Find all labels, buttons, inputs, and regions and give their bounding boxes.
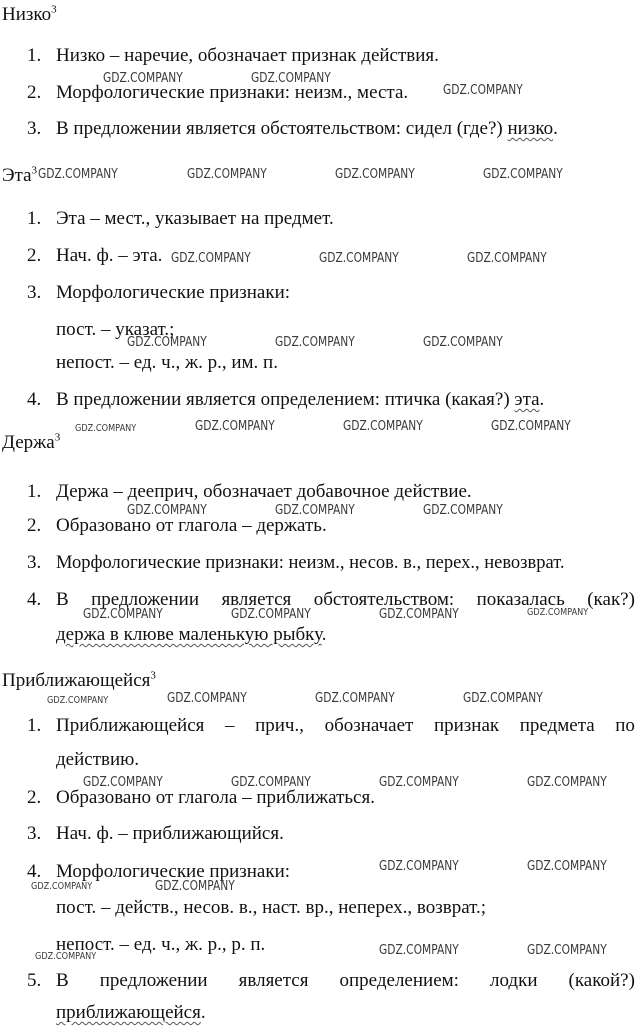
item-number: 1. xyxy=(27,208,42,229)
item-number: 2. xyxy=(27,245,42,266)
section-title-priblizhayushcheysya: Приближающейся$^3$ xyxy=(2,669,156,691)
list-item-text: Эта – мест., указывает на предмет. xyxy=(56,208,334,229)
item-number: 3. xyxy=(27,118,42,139)
sub-line-constant: пост. – действ., несов. в., наст. вр., неперех., возврат.; xyxy=(56,897,487,918)
watermark: GDZ.COMPANY xyxy=(527,943,607,958)
section-title-eta: Эта$^3$ xyxy=(2,164,38,186)
item-number: 4. xyxy=(27,389,42,410)
watermark: GDZ.COMPANY xyxy=(103,71,183,86)
item-number: 2. xyxy=(27,515,42,536)
watermark: GDZ.COMPANY xyxy=(467,251,547,266)
list-item-text: Морфологические признаки: xyxy=(56,282,291,303)
item-number: 3. xyxy=(27,282,42,303)
item-number: 4. xyxy=(27,861,42,882)
watermark: GDZ.COMPANY xyxy=(195,419,275,434)
watermark: GDZ.COMPANY xyxy=(379,859,459,874)
watermark: GDZ.COMPANY xyxy=(83,775,163,790)
watermark: GDZ.COMPANY xyxy=(187,167,267,182)
list-item-text: Низко – наречие, обозначает признак действия. xyxy=(56,45,439,66)
watermark: GDZ.COMPANY xyxy=(75,423,137,434)
watermark: GDZ.COMPANY xyxy=(527,859,607,874)
list-item-continuation: действию. xyxy=(56,749,140,770)
list-item-justified: В предложении является определением: лодки (какой?) xyxy=(56,970,635,991)
list-item-justified: Приближающейся – прич., обозначает признак предмета по xyxy=(56,715,635,736)
watermark: GDZ.COMPANY xyxy=(31,881,93,892)
watermark: GDZ.COMPANY xyxy=(423,503,503,518)
list-item-continuation: держа в клюве маленькую рыбку. xyxy=(56,624,327,645)
watermark: GDZ.COMPANY xyxy=(155,879,235,894)
list-item-continuation: приближающейся. xyxy=(56,1002,206,1023)
underlined-word: эта xyxy=(514,389,540,410)
watermark: GDZ.COMPANY xyxy=(379,775,459,790)
list-item-text: Морфологические признаки: xyxy=(56,861,291,882)
list-item-text: Нач. ф. – эта. xyxy=(56,245,163,266)
item-number: 1. xyxy=(27,481,42,502)
watermark: GDZ.COMPANY xyxy=(127,503,207,518)
item-number: 1. xyxy=(27,45,42,66)
item-number: 4. xyxy=(27,589,42,610)
list-item-text: Нач. ф. – приближающийся. xyxy=(56,823,284,844)
item-number: 3. xyxy=(27,552,42,573)
watermark: GDZ.COMPANY xyxy=(231,775,311,790)
watermark: GDZ.COMPANY xyxy=(167,691,247,706)
watermark: GDZ.COMPANY xyxy=(231,607,311,622)
watermark: GDZ.COMPANY xyxy=(275,503,355,518)
watermark: GDZ.COMPANY xyxy=(379,607,459,622)
watermark: GDZ.COMPANY xyxy=(483,167,563,182)
list-item-text: Образовано от глагола – держать. xyxy=(56,515,327,536)
item-number: 1. xyxy=(27,715,42,736)
watermark: GDZ.COMPANY xyxy=(47,695,109,706)
sub-line-variable: непост. – ед. ч., ж. р., р. п. xyxy=(56,934,266,955)
list-item-text: Морфологические признаки: неизм., места. xyxy=(56,82,409,103)
watermark: GDZ.COMPANY xyxy=(527,775,607,790)
underlined-word: низко xyxy=(507,118,554,139)
watermark: GDZ.COMPANY xyxy=(379,943,459,958)
item-number: 3. xyxy=(27,823,42,844)
section-title-derzha: Держа$^3$ xyxy=(2,431,61,453)
list-item-text: В предложении является обстоятельством: сидел (где?) низко. xyxy=(56,118,558,139)
watermark: GDZ.COMPANY xyxy=(335,167,415,182)
underlined-phrase: держа в клюве маленькую рыбку xyxy=(56,624,322,645)
watermark: GDZ.COMPANY xyxy=(38,167,118,182)
section-title-nizko: Низко$^3$ xyxy=(2,3,57,25)
underlined-word: приближающейся xyxy=(56,1002,201,1023)
watermark: GDZ.COMPANY xyxy=(35,951,97,962)
list-item-text: Держа – дееприч, обозначает добавочное действие. xyxy=(56,481,472,502)
watermark: GDZ.COMPANY xyxy=(443,83,523,98)
list-item-text: Морфологические признаки: неизм., несов. в., перех., невозврат. xyxy=(56,553,565,573)
sub-line-constant: пост. – указат.; xyxy=(56,319,175,340)
item-number: 5. xyxy=(27,970,42,991)
watermark: GDZ.COMPANY xyxy=(423,335,503,350)
watermark: GDZ.COMPANY xyxy=(251,71,331,86)
list-item-justified: В предложении является обстоятельством: показалась (как?) xyxy=(56,589,635,610)
watermark: GDZ.COMPANY xyxy=(315,691,395,706)
list-item-text: Образовано от глагола – приближаться. xyxy=(56,787,375,808)
watermark: GDZ.COMPANY xyxy=(171,251,251,266)
watermark: GDZ.COMPANY xyxy=(527,607,589,618)
watermark: GDZ.COMPANY xyxy=(491,419,571,434)
item-number: 2. xyxy=(27,787,42,808)
watermark: GDZ.COMPANY xyxy=(343,419,423,434)
watermark: GDZ.COMPANY xyxy=(275,335,355,350)
list-item-text: В предложении является определением: птичка (какая?) эта. xyxy=(56,389,545,410)
watermark: GDZ.COMPANY xyxy=(463,691,543,706)
sub-line-variable: непост. – ед. ч., ж. р., им. п. xyxy=(56,352,278,373)
watermark: GDZ.COMPANY xyxy=(127,335,207,350)
watermark: GDZ.COMPANY xyxy=(319,251,399,266)
watermark: GDZ.COMPANY xyxy=(83,607,163,622)
item-number: 2. xyxy=(27,82,42,103)
